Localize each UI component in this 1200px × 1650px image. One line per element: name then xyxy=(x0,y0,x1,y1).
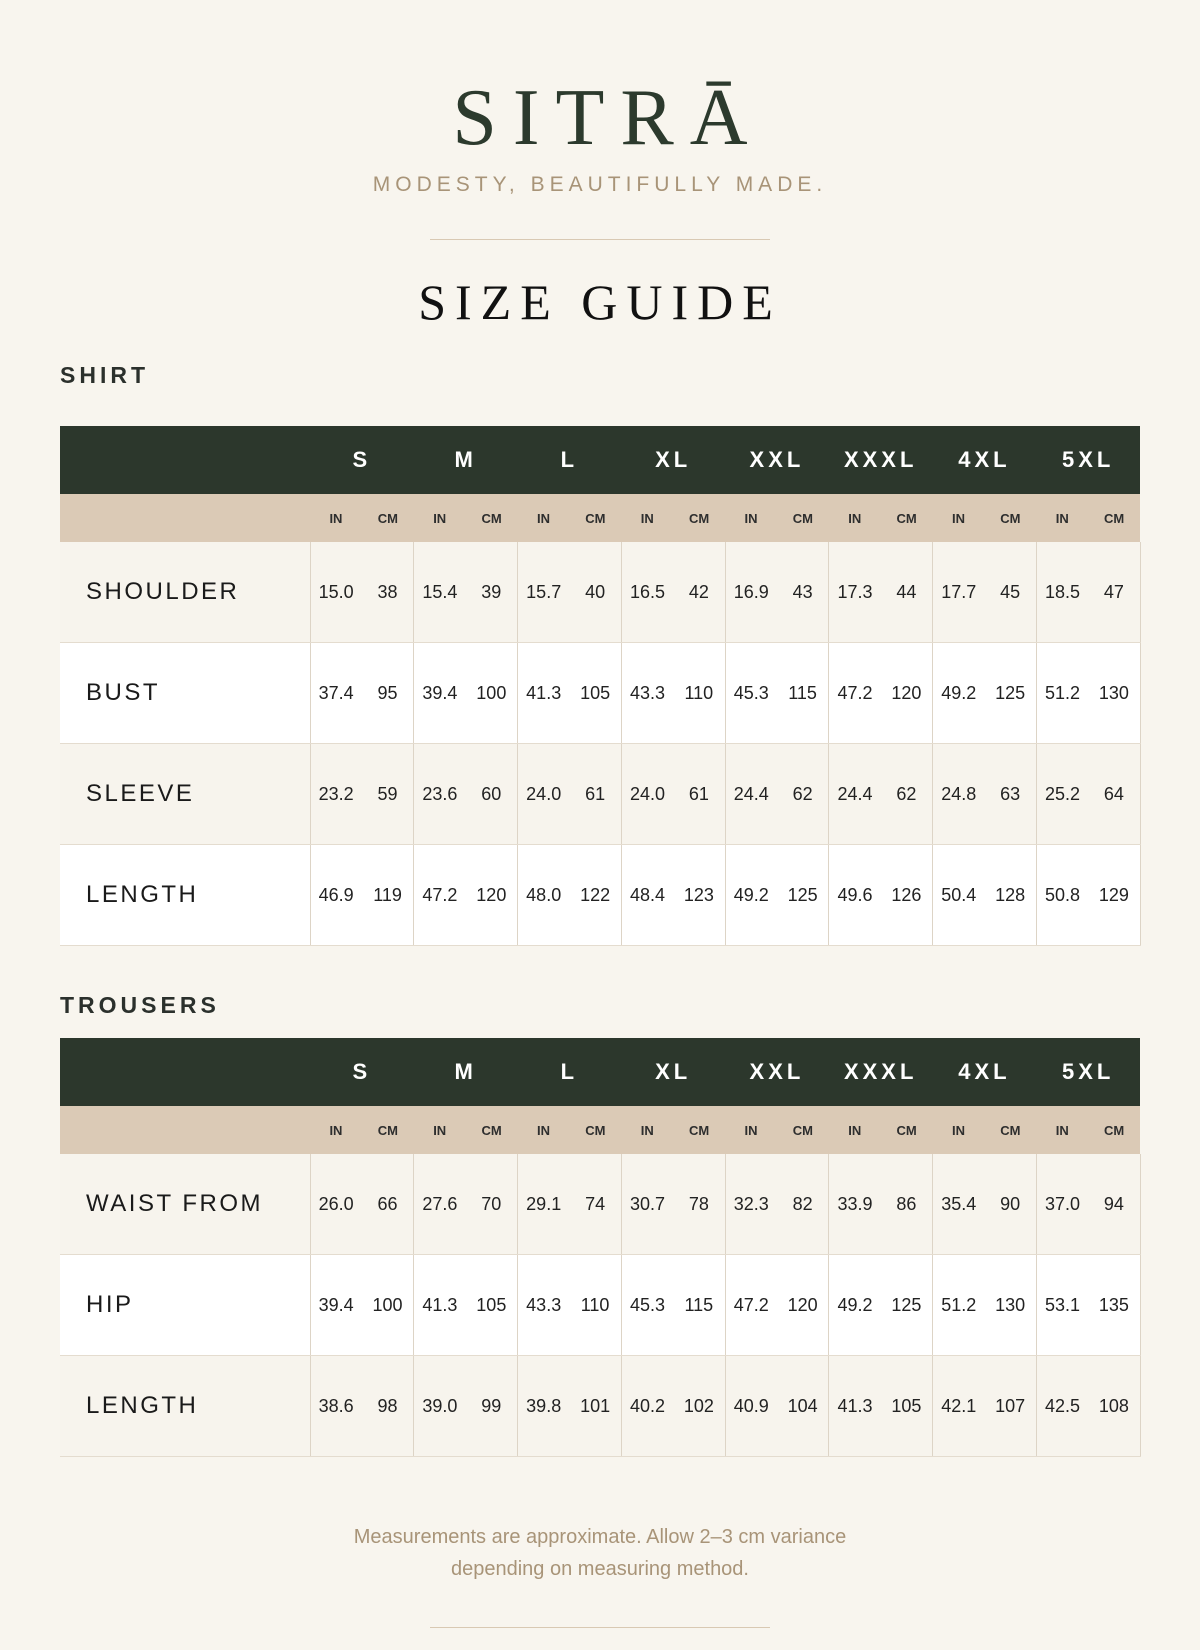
value-in: 25.2 xyxy=(1036,744,1088,845)
unit-cm-header: CM xyxy=(881,494,933,542)
unit-in-header: IN xyxy=(725,494,777,542)
value-in: 17.3 xyxy=(829,542,881,643)
measurement-note xyxy=(300,1521,900,1585)
value-in: 41.3 xyxy=(829,1356,881,1457)
unit-in-header: IN xyxy=(1036,1106,1088,1154)
value-cm: 125 xyxy=(881,1255,933,1356)
value-in: 15.7 xyxy=(518,542,570,643)
value-cm: 61 xyxy=(569,744,621,845)
value-in: 53.1 xyxy=(1036,1255,1088,1356)
value-in: 49.2 xyxy=(725,845,777,946)
unit-in-header: IN xyxy=(310,494,362,542)
value-cm: 130 xyxy=(984,1255,1036,1356)
unit-in-header: IN xyxy=(933,494,985,542)
value-in: 37.4 xyxy=(310,643,362,744)
size-header: XXL xyxy=(725,1038,829,1106)
measurement-label: WAIST FROM xyxy=(60,1154,310,1255)
value-in: 23.6 xyxy=(414,744,466,845)
value-cm: 120 xyxy=(777,1255,829,1356)
trousers-section-title: TROUSERS xyxy=(60,992,220,1018)
value-cm: 82 xyxy=(777,1154,829,1255)
value-in: 39.8 xyxy=(518,1356,570,1457)
table-row xyxy=(60,744,1140,845)
value-cm: 98 xyxy=(362,1356,414,1457)
value-in: 39.4 xyxy=(310,1255,362,1356)
value-cm: 70 xyxy=(466,1154,518,1255)
value-in: 50.8 xyxy=(1036,845,1088,946)
measurement-label: SLEEVE xyxy=(60,744,310,845)
value-cm: 60 xyxy=(466,744,518,845)
value-in: 46.9 xyxy=(310,845,362,946)
value-cm: 95 xyxy=(362,643,414,744)
value-cm: 110 xyxy=(569,1255,621,1356)
unit-cm-header: CM xyxy=(881,1106,933,1154)
value-cm: 62 xyxy=(777,744,829,845)
page-title: SIZE GUIDE xyxy=(418,274,782,330)
value-in: 51.2 xyxy=(933,1255,985,1356)
value-cm: 129 xyxy=(1088,845,1140,946)
value-in: 35.4 xyxy=(933,1154,985,1255)
trousers-size-table xyxy=(60,1038,1141,1457)
size-header: XXXL xyxy=(829,426,933,494)
unit-cm-header: CM xyxy=(569,1106,621,1154)
value-cm: 43 xyxy=(777,542,829,643)
size-header: S xyxy=(310,1038,414,1106)
value-cm: 102 xyxy=(673,1356,725,1457)
value-cm: 115 xyxy=(777,643,829,744)
value-in: 39.4 xyxy=(414,643,466,744)
value-in: 45.3 xyxy=(621,1255,673,1356)
unit-in-header: IN xyxy=(621,494,673,542)
size-header: XXL xyxy=(725,426,829,494)
unit-in-header: IN xyxy=(725,1106,777,1154)
value-in: 24.0 xyxy=(621,744,673,845)
value-cm: 86 xyxy=(881,1154,933,1255)
unit-cm-header: CM xyxy=(1088,1106,1140,1154)
table-row xyxy=(60,542,1140,643)
unit-in-header: IN xyxy=(829,1106,881,1154)
size-header: S xyxy=(310,426,414,494)
value-in: 45.3 xyxy=(725,643,777,744)
measurement-label: LENGTH xyxy=(60,1356,310,1457)
value-in: 40.9 xyxy=(725,1356,777,1457)
value-cm: 115 xyxy=(673,1255,725,1356)
value-cm: 128 xyxy=(984,845,1036,946)
value-in: 47.2 xyxy=(829,643,881,744)
value-cm: 90 xyxy=(984,1154,1036,1255)
value-in: 32.3 xyxy=(725,1154,777,1255)
value-in: 47.2 xyxy=(725,1255,777,1356)
size-header: L xyxy=(518,426,622,494)
value-cm: 110 xyxy=(673,643,725,744)
value-in: 16.9 xyxy=(725,542,777,643)
value-in: 42.5 xyxy=(1036,1356,1088,1457)
value-cm: 104 xyxy=(777,1356,829,1457)
value-cm: 105 xyxy=(569,643,621,744)
brand-tagline: MODESTY, BEAUTIFULLY MADE. xyxy=(372,173,828,196)
value-cm: 130 xyxy=(1088,643,1140,744)
value-cm: 100 xyxy=(362,1255,414,1356)
size-header: 4XL xyxy=(933,1038,1037,1106)
value-in: 50.4 xyxy=(933,845,985,946)
value-in: 49.2 xyxy=(933,643,985,744)
value-cm: 101 xyxy=(569,1356,621,1457)
value-in: 41.3 xyxy=(414,1255,466,1356)
value-in: 18.5 xyxy=(1036,542,1088,643)
value-cm: 59 xyxy=(362,744,414,845)
unit-cm-header: CM xyxy=(362,494,414,542)
value-cm: 78 xyxy=(673,1154,725,1255)
table-row xyxy=(60,1356,1140,1457)
unit-cm-header: CM xyxy=(984,1106,1036,1154)
value-in: 30.7 xyxy=(621,1154,673,1255)
unit-header-row xyxy=(60,1106,1140,1154)
value-cm: 125 xyxy=(777,845,829,946)
measurement-label: SHOULDER xyxy=(60,542,310,643)
value-in: 51.2 xyxy=(1036,643,1088,744)
value-in: 49.6 xyxy=(829,845,881,946)
unit-in-header: IN xyxy=(933,1106,985,1154)
value-in: 43.3 xyxy=(518,1255,570,1356)
value-cm: 125 xyxy=(984,643,1036,744)
value-in: 15.4 xyxy=(414,542,466,643)
value-cm: 107 xyxy=(984,1356,1036,1457)
value-in: 38.6 xyxy=(310,1356,362,1457)
unit-in-header: IN xyxy=(829,494,881,542)
value-in: 16.5 xyxy=(621,542,673,643)
value-cm: 61 xyxy=(673,744,725,845)
value-cm: 62 xyxy=(881,744,933,845)
value-in: 24.4 xyxy=(725,744,777,845)
value-cm: 108 xyxy=(1088,1356,1140,1457)
size-header: L xyxy=(518,1038,622,1106)
value-in: 47.2 xyxy=(414,845,466,946)
value-cm: 105 xyxy=(881,1356,933,1457)
unit-header-row xyxy=(60,494,1140,542)
value-in: 48.0 xyxy=(518,845,570,946)
value-in: 17.7 xyxy=(933,542,985,643)
size-header: M xyxy=(414,1038,518,1106)
unit-header-corner xyxy=(60,1106,310,1154)
value-in: 49.2 xyxy=(829,1255,881,1356)
value-cm: 123 xyxy=(673,845,725,946)
value-in: 15.0 xyxy=(310,542,362,643)
size-header: XL xyxy=(621,1038,725,1106)
value-in: 39.0 xyxy=(414,1356,466,1457)
value-in: 37.0 xyxy=(1036,1154,1088,1255)
size-header: M xyxy=(414,426,518,494)
value-cm: 42 xyxy=(673,542,725,643)
size-header: XL xyxy=(621,426,725,494)
value-cm: 119 xyxy=(362,845,414,946)
value-in: 23.2 xyxy=(310,744,362,845)
table-row xyxy=(60,1255,1140,1356)
value-in: 33.9 xyxy=(829,1154,881,1255)
value-cm: 39 xyxy=(466,542,518,643)
header-corner xyxy=(60,426,310,494)
measurement-label: LENGTH xyxy=(60,845,310,946)
value-in: 42.1 xyxy=(933,1356,985,1457)
value-in: 27.6 xyxy=(414,1154,466,1255)
value-cm: 63 xyxy=(984,744,1036,845)
value-cm: 126 xyxy=(881,845,933,946)
table-row xyxy=(60,845,1140,946)
value-cm: 44 xyxy=(881,542,933,643)
value-cm: 122 xyxy=(569,845,621,946)
value-in: 24.8 xyxy=(933,744,985,845)
value-cm: 64 xyxy=(1088,744,1140,845)
unit-in-header: IN xyxy=(414,1106,466,1154)
value-cm: 47 xyxy=(1088,542,1140,643)
value-in: 48.4 xyxy=(621,845,673,946)
value-in: 24.4 xyxy=(829,744,881,845)
size-header-row xyxy=(60,426,1140,494)
unit-cm-header: CM xyxy=(466,1106,518,1154)
unit-cm-header: CM xyxy=(362,1106,414,1154)
size-header-row xyxy=(60,1038,1140,1106)
header-corner xyxy=(60,1038,310,1106)
value-in: 24.0 xyxy=(518,744,570,845)
measurement-note-line-2: depending on measuring method. xyxy=(451,1558,749,1580)
value-cm: 99 xyxy=(466,1356,518,1457)
measurement-label: BUST xyxy=(60,643,310,744)
unit-in-header: IN xyxy=(518,494,570,542)
value-cm: 135 xyxy=(1088,1255,1140,1356)
table-row xyxy=(60,1154,1140,1255)
value-cm: 94 xyxy=(1088,1154,1140,1255)
measurement-note-line-1: Measurements are approximate. Allow 2–3 cm variance xyxy=(353,1526,847,1548)
unit-in-header: IN xyxy=(414,494,466,542)
unit-cm-header: CM xyxy=(1088,494,1140,542)
unit-in-header: IN xyxy=(621,1106,673,1154)
table-row xyxy=(60,643,1140,744)
value-cm: 105 xyxy=(466,1255,518,1356)
measurement-label: HIP xyxy=(60,1255,310,1356)
unit-cm-header: CM xyxy=(777,494,829,542)
unit-cm-header: CM xyxy=(673,1106,725,1154)
value-cm: 120 xyxy=(466,845,518,946)
value-cm: 100 xyxy=(466,643,518,744)
unit-in-header: IN xyxy=(310,1106,362,1154)
unit-cm-header: CM xyxy=(673,494,725,542)
brand-logo: SITRĀ xyxy=(452,74,764,162)
shirt-size-table xyxy=(60,426,1141,946)
size-header: 4XL xyxy=(933,426,1037,494)
unit-cm-header: CM xyxy=(984,494,1036,542)
value-in: 29.1 xyxy=(518,1154,570,1255)
value-cm: 74 xyxy=(569,1154,621,1255)
unit-in-header: IN xyxy=(1036,494,1088,542)
divider-top xyxy=(430,239,770,240)
shirt-section-title: SHIRT xyxy=(60,362,149,388)
value-in: 40.2 xyxy=(621,1356,673,1457)
size-header: 5XL xyxy=(1036,426,1140,494)
unit-cm-header: CM xyxy=(777,1106,829,1154)
unit-cm-header: CM xyxy=(569,494,621,542)
size-header: 5XL xyxy=(1036,1038,1140,1106)
value-in: 41.3 xyxy=(518,643,570,744)
value-cm: 40 xyxy=(569,542,621,643)
value-cm: 120 xyxy=(881,643,933,744)
value-in: 26.0 xyxy=(310,1154,362,1255)
unit-cm-header: CM xyxy=(466,494,518,542)
unit-header-corner xyxy=(60,494,310,542)
divider-bottom xyxy=(430,1627,770,1628)
size-header: XXXL xyxy=(829,1038,933,1106)
value-cm: 66 xyxy=(362,1154,414,1255)
value-in: 43.3 xyxy=(621,643,673,744)
value-cm: 38 xyxy=(362,542,414,643)
value-cm: 45 xyxy=(984,542,1036,643)
unit-in-header: IN xyxy=(518,1106,570,1154)
